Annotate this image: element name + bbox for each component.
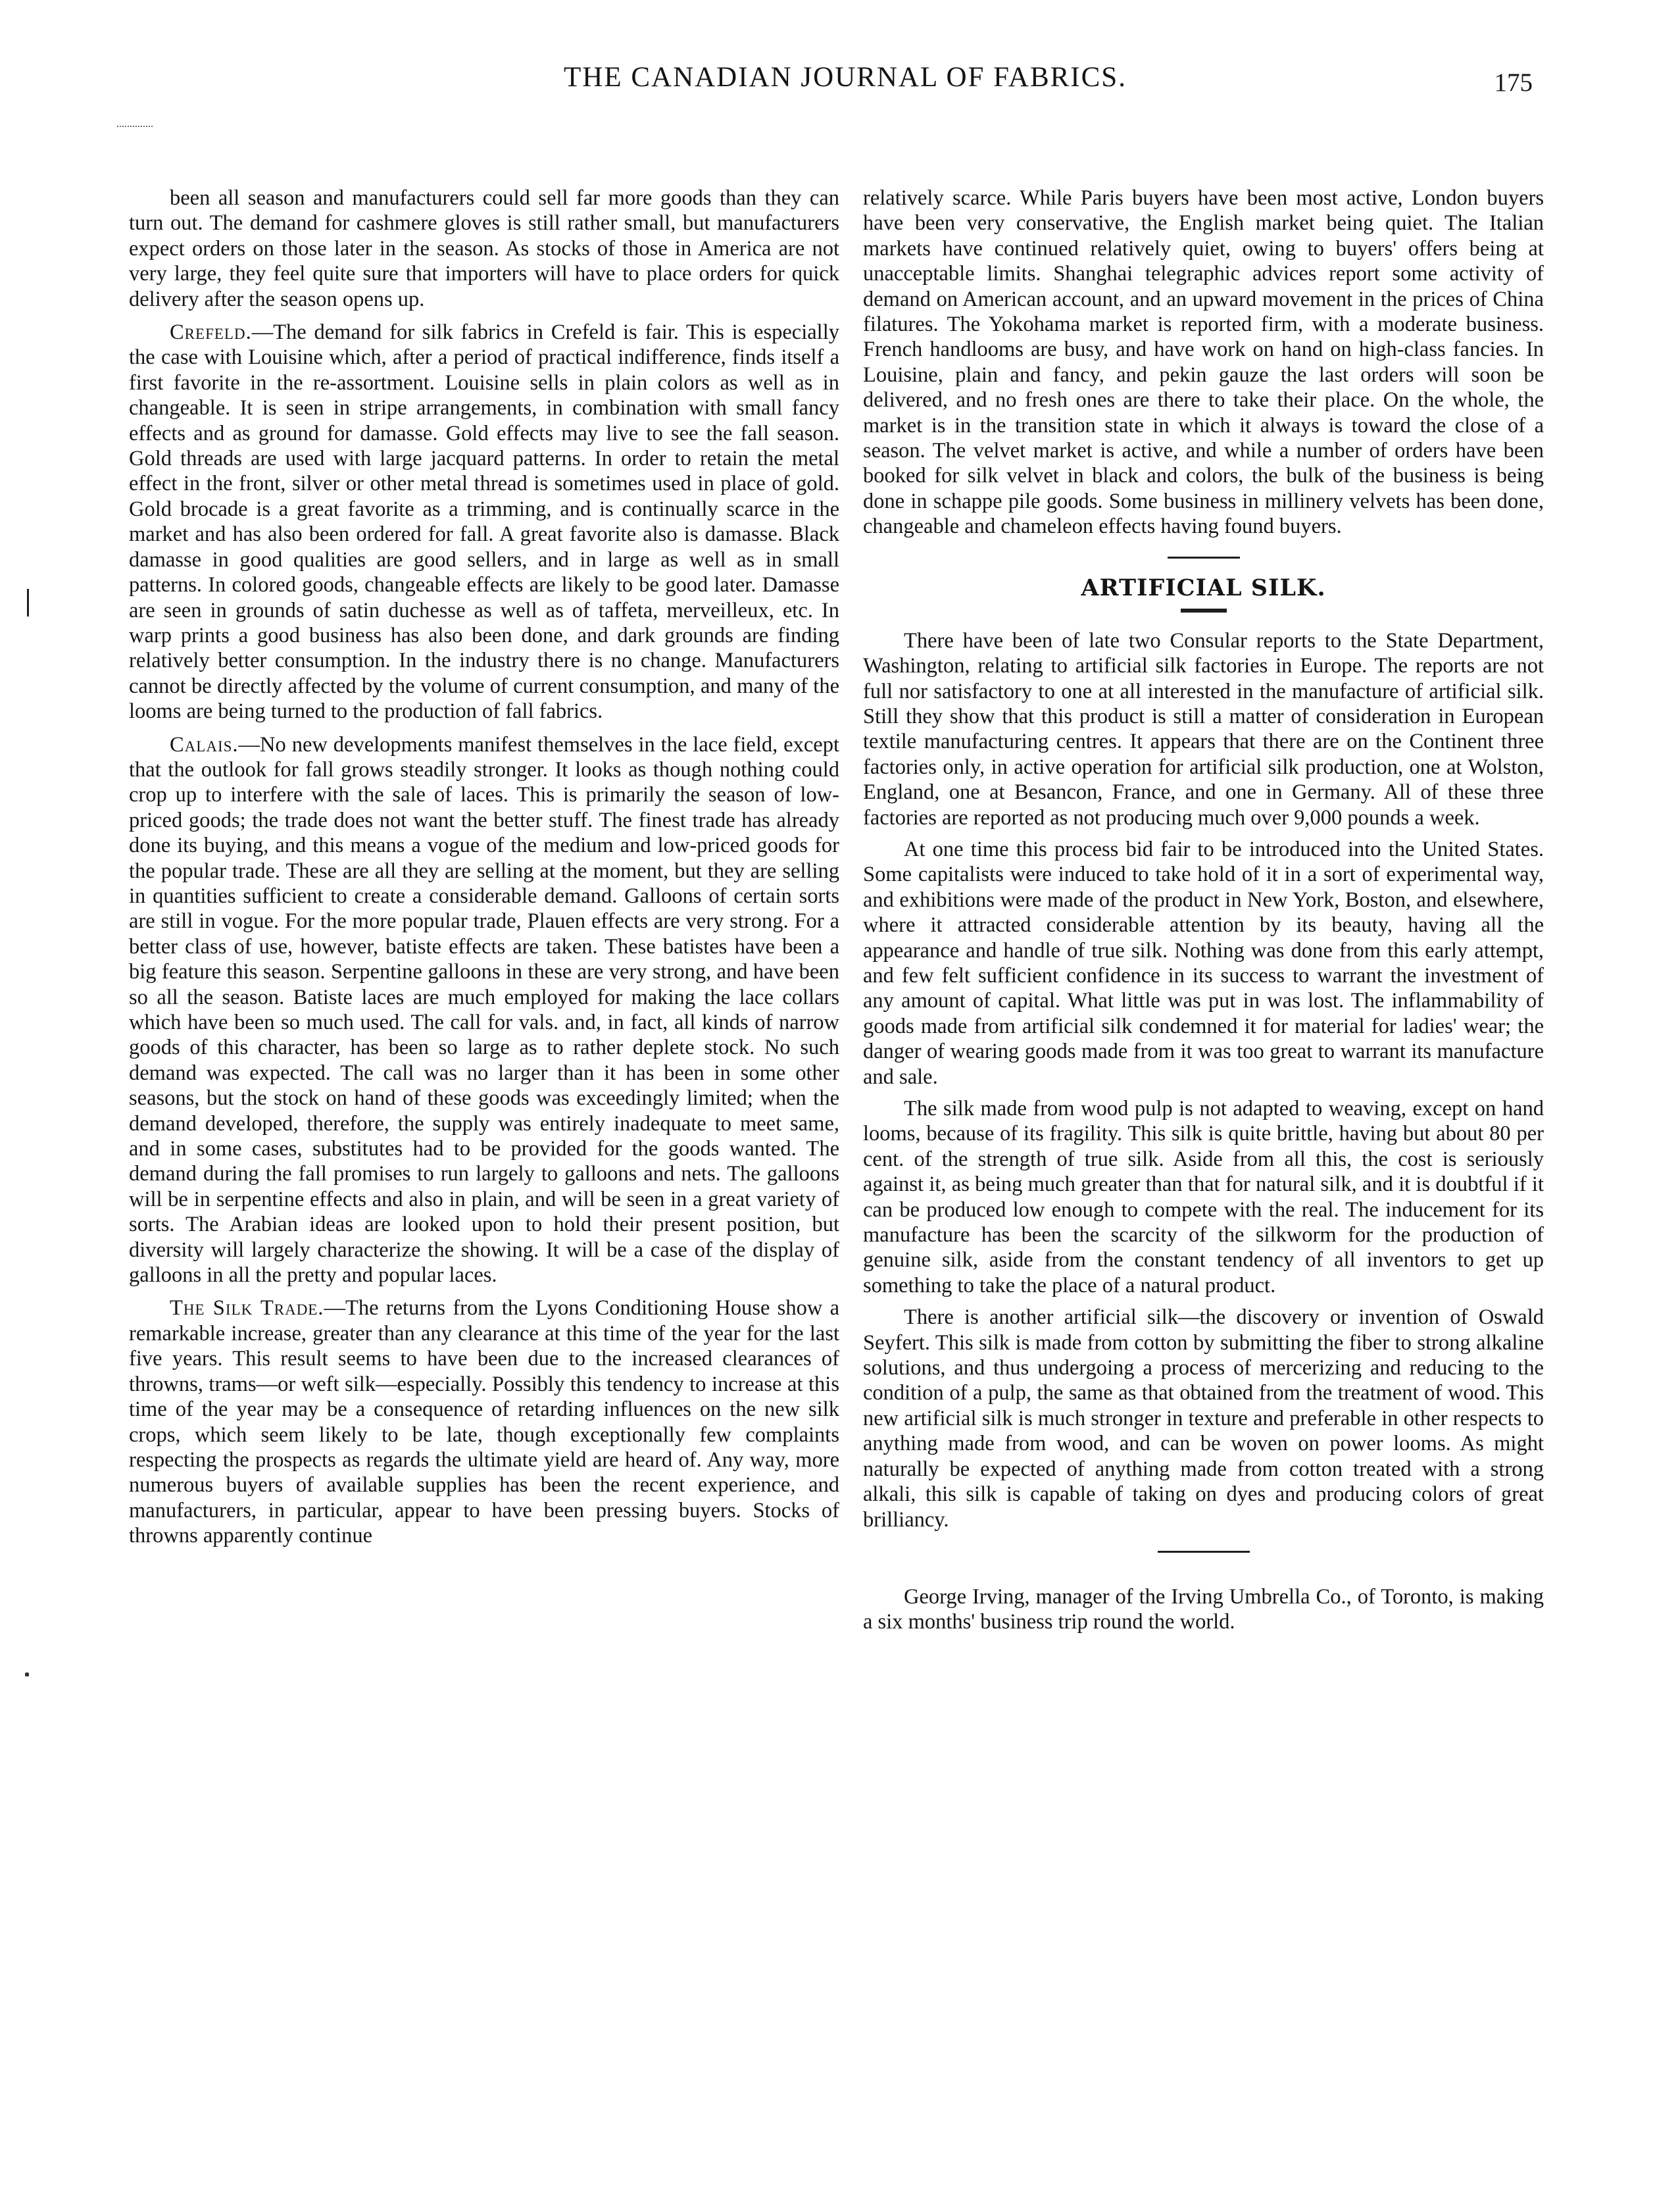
gutter-mark	[27, 589, 34, 616]
silk-trade-text: —The returns from the Lyons Conditioning House show a remarkable increase, greater than any clearance at this time of the year for the last five years. This result seems to have been due to the increased clearances of throwns, trams—or weft silk—especially. Possibly this tendency to increase at this time of the year may be a consequence of retarding influences on the new silk crops, which seem likely to be late, though exceptionally few complaints respecting the prospects as regards the ultimate yield are heard of. Any way, more numerous buyers of available supplies has been the recent experience, and manufacturers, in particular, appear to have been pressing buyers. Stocks of throwns apparently continue	[129, 1296, 840, 1548]
crefeld-text: —The demand for silk fabrics in Crefeld is fair. This is especially the case with Louisine which, after a period of practical indifference, finds itself a first favorite in the re-assortment. Louisine sells in plain colors as well as in changeable. It is seen in stripe arrangements, in combination with small fancy effects and as ground for damasse. Gold effects may live to see the fall season. Gold threads are used with large jacquard patterns. In order to retain the metal effect in the front, silver or other metal thread is sometimes used in place of gold. Gold brocade is a great favorite as a trimming, and is continually scarce in the market and has also been ordered for fall. A great favorite also is damasse. Black damasse in good qualities are good sellers, and in large as well as in small patterns. In colored goods, changeable effects are likely to be good later. Damasse are seen in grounds of satin duchesse as well as of taffeta, merveilleux, etc. In warp prints a good business has also been done, and dark grounds are finding relatively better consumption. In the industry there is no change. Manufacturers cannot be directly affected by the volume of current consumption, and many of the looms are being turned to the production of fall fabrics.	[129, 320, 839, 724]
united-states-paragraph: At one time this process bid fair to be introduced into the United States. Some capitalists were induced to take hold of it in a sort of experimental way, and exhibitions were made of the product in New York, Boston, and elsewhere, where it attracted considerable attention by its beauty, having all the appearance and handle of true silk. Nothing was done from this early attempt, and few felt sufficient confidence in its success to warrant the investment of any amount of capital. What little was put in was lost. The inflammability of goods made from artificial silk condemned it for material for ladies' wear; the danger of wearing goods made from it was too great to warrant its manufacture and sale.	[863, 837, 1544, 1089]
calais-paragraph	[129, 732, 839, 1288]
running-head	[0, 63, 1680, 122]
section-rule-top	[1168, 557, 1240, 559]
margin-dot	[25, 1673, 29, 1676]
section-rule-bottom	[1158, 1551, 1250, 1553]
calais-lead: Calais.	[170, 732, 239, 757]
page-number: 175	[1494, 68, 1533, 97]
silk-trade-continued-paragraph: relatively scarce. While Paris buyers have been most active, London buyers have been very conservative, the English market being quiet. The Italian markets have continued relatively quiet, owing to buyers' offers being at unacceptable limits. Shanghai telegraphic advices report some activity of demand on American account, and an upward movement in the prices of China filatures. The Yokohama market is reported firm, with a moderate business. French handlooms are busy, and have work on hand on high-class fancies. In Louisine, plain and fancy, and pekin gauze the last orders will soon be delivered, and no fresh ones are there to take their place. On the whole, the market is in the transition state in which it always is toward the close of a season. The velvet market is active, and while a number of orders have been booked for silk velvet in black and colors, the bulk of the business is being done in schappe pile goods. Some business in millinery velvets has been done, changeable and chameleon effects having found buyers.	[863, 186, 1544, 539]
consular-reports-paragraph: There have been of late two Consular reports to the State Department, Washington, relating to artificial silk factories in Europe. The reports are not full nor satisfactory to one at all interested in the manufacture of artificial silk. Still they show that this product is still a matter of consideration in European textile manufacturing centres. It appears that there are on the Continent three factories only, in active operation for artificial silk production, one at Wolston, England, one at Besancon, France, and one in Germany. All of these three factories are reported as not producing much over 9,000 pounds a week.	[863, 628, 1544, 830]
crefeld-paragraph	[129, 320, 839, 724]
artificial-silk-heading: ARTIFICIAL SILK.	[1081, 574, 1326, 601]
seyfert-paragraph: There is another artificial silk—the discovery or invention of Oswald Seyfert. This silk is made from cotton by submitting the fiber to strong alkaline solutions, and thus undergoing a process of mercerizing and reducing to the condition of a pulp, the same as that obtained from the treatment of wood. This new artificial silk is much stronger in texture and preferable in other respects to anything made from wood, and can be woven on power looms. As might naturally be expected of anything made from cotton treated with a strong alkali, this silk is capable of taking on dyes and producing colors of great brilliancy.	[863, 1305, 1544, 1532]
right-column	[863, 186, 1544, 1635]
calais-text: —No new developments manifest themselves in the lace field, except that the outlook for fall grows steadily stronger. It looks as though nothing could crop up to interfere with the sale of laces. This is primarily the season of low-priced goods; the trade does not want the better stuff. The finest trade has already done its buying, and this means a vogue of the medium and low-priced goods for the popular trade. These are all they are selling at the moment, but they are selling in quantities sufficient to create a considerable demand. Galloons of certain sorts are still in vogue. For the more popular trade, Plauen effects are very strong. For a better class of use, however, batiste effects are taken. These batistes have been a big feature this season. Serpentine galloons in these are very strong, and have been so all the season. Batiste laces are much employed for making the lace collars which have been so much used. The call for vals. and, in fact, all kinds of narrow goods of this character, has been so large as to rather deplete stock. No such demand was expected. The call was no larger than it has been in some other seasons, but the stock on hand of these goods was exceedingly limited; when the demand developed, therefore, the supply was entirely inadequate to meet same, and in some cases, substitutes had to be provided for the goods wanted. The demand during the fall promises to run largely to galloons and nets. The galloons will be in serpentine effects and also in plain, and will be seen in a great variety of sorts. The Arabian ideas are looked upon to hold their present position, but diversity will largely characterize the showing. It will be a case of the display of galloons in all the pretty and popular laces.	[129, 732, 839, 1288]
silk-trade-lead: The Silk Trade.	[170, 1296, 324, 1321]
wood-pulp-paragraph: The silk made from wood pulp is not adapted to weaving, except on hand looms, because of its fragility. This silk is quite brittle, having but about 80 per cent. of the strength of true silk. Aside from all this, the cost is seriously against it, as being much greater than that for natural silk, and it is doubtful if it can be produced low enough to compete with the real. The inducement for its manufacture has been the scarcity of the silkworm for the production of genuine silk, aside from the constant tendency of all inventors to get up something to take the place of a natural product.	[863, 1097, 1544, 1297]
gloves-paragraph: been all season and manufacturers could sell far more goods than they can turn out. The demand for cashmere gloves is still rather small, but manufacturers expect orders on those later in the season. As stocks of those in America are not very large, they feel quite sure that importers will have to place orders for quick delivery after the season opens up.	[129, 186, 839, 311]
heading-dash	[1181, 609, 1227, 613]
journal-title: THE CANADIAN JOURNAL OF FABRICS.	[564, 62, 1127, 93]
left-column	[129, 186, 839, 1549]
silk-trade-paragraph	[129, 1296, 839, 1548]
print-specks	[117, 126, 153, 127]
george-irving-paragraph: George Irving, manager of the Irving Umbrella Co., of Toronto, is making a six months' business trip round the world.	[863, 1584, 1544, 1634]
crefeld-lead: Crefeld.	[170, 320, 252, 345]
